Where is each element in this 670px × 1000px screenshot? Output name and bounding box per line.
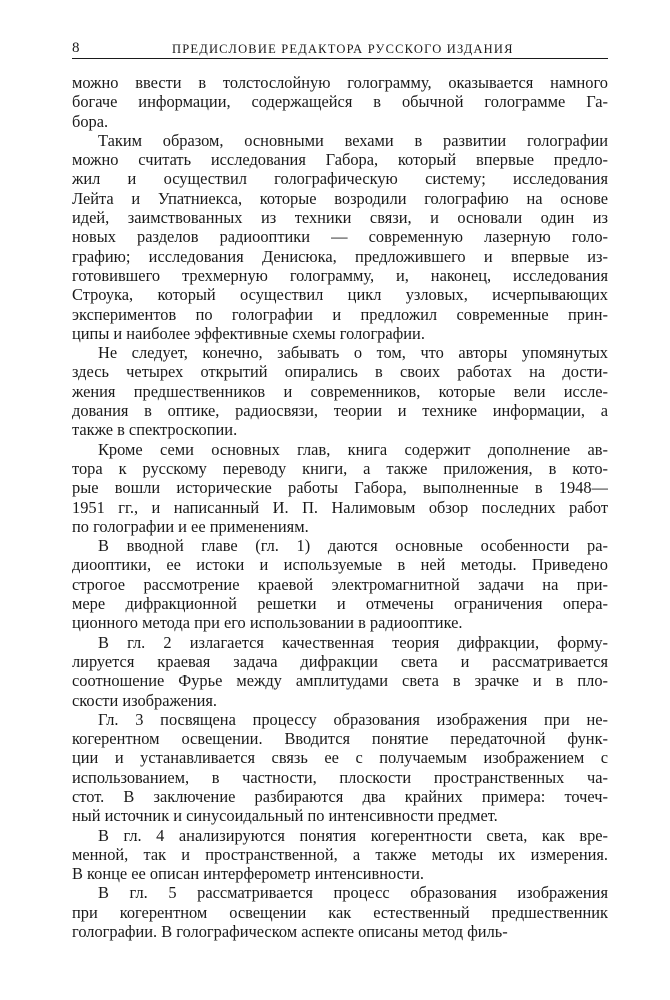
text-line: строгое рассмотрение краевой электромагнитной задачи на при-	[72, 574, 608, 594]
text-line: мере дифракционной решетки и отмечены ограничения опера-	[72, 594, 608, 614]
text-line: Кроме семи основных глав, книга содержит дополнение ав-	[98, 439, 608, 459]
text-line: В гл. 4 анализируются понятия когерентности света, как вре-	[98, 825, 608, 845]
text-line: В гл. 2 излагается качественная теория дифракции, форму-	[98, 632, 608, 652]
text-line: здесь четырех открытий опирались в своих работах на дости-	[72, 362, 608, 382]
text-line: рые вошли исторические работы Габора, выполненные в 1948—	[72, 478, 608, 498]
text-line: голографии. В голографическом аспекте описаны метод филь-	[72, 922, 508, 942]
text-line: менной, так и пространственной, а также методы их измерения.	[72, 844, 608, 864]
text-line: Гл. 3 посвящена процессу образования изображения при не-	[98, 709, 608, 729]
text-line: также в спектроскопии.	[72, 420, 238, 440]
paragraph	[72, 536, 608, 632]
text-line: 1951 гг., и написанный И. П. Налимовым обзор последних работ	[72, 497, 608, 517]
text-line: ции и устанавливается связь ее с получаемым изображением с	[72, 748, 608, 768]
text-line: готовившего трехмерную голограмму, и, наконец, исследования	[72, 265, 608, 285]
paragraph	[72, 710, 608, 826]
body-text	[72, 73, 608, 941]
paragraph	[72, 883, 608, 941]
text-line: соотношение Фурье между амплитудами света в зрачке и в пло-	[72, 671, 608, 691]
text-line: при когерентном освещении как естественный предшественник	[72, 902, 608, 922]
text-line: жил и осуществил голографическую систему; исследования	[72, 169, 608, 189]
text-line: Не следует, конечно, забывать о том, что авторы упомянутых	[98, 343, 608, 363]
text-line: В гл. 5 рассматривается процесс образования изображения	[98, 883, 608, 903]
text-line: использованием, в частности, плоскости пространственных ча-	[72, 767, 608, 787]
paragraph	[72, 131, 608, 343]
text-line: В конце ее описан интерферометр интенсивности.	[72, 864, 424, 884]
text-line: экспериментов по голографии и предложил современные прин-	[72, 304, 608, 324]
text-line: Таким образом, основными вехами в развитии голографии	[98, 130, 608, 150]
text-line: диооптики, ее истоки и используемые в ней методы. Приведено	[72, 555, 608, 575]
text-line: дования в оптике, радиосвязи, теории и технике информации, а	[72, 401, 608, 421]
text-line: идей, заимствованных из техники связи, и основали один из	[72, 208, 608, 228]
text-line: жения предшественников и современников, которые вели иссле-	[72, 381, 608, 401]
text-line: по голографии и ее применениям.	[72, 516, 309, 536]
text-line: скости изображения.	[72, 690, 218, 710]
text-line: тора к русскому переводу книги, а также приложения, в кото-	[72, 458, 608, 478]
text-line: В вводной главе (гл. 1) даются основные особенности ра-	[98, 536, 608, 556]
text-line: лируется краевая задача дифракции света и рассматривается	[72, 651, 608, 671]
text-line: бора.	[72, 111, 109, 131]
paragraph	[72, 73, 608, 131]
text-line: богаче информации, содержащейся в обычной голограмме Га-	[72, 92, 608, 112]
paragraph	[72, 343, 608, 439]
text-line: стот. В заключение разбираются два крайних примера: точеч-	[72, 786, 608, 806]
text-line: ционного метода при его использовании в радиооптике.	[72, 613, 463, 633]
paragraph	[72, 826, 608, 884]
running-title: ПРЕДИСЛОВИЕ РЕДАКТОРА РУССКОГО ИЗДАНИЯ	[172, 42, 514, 56]
paragraph	[72, 440, 608, 536]
text-line: Лейта и Упатниекса, которые возродили голографию на основе	[72, 188, 608, 208]
text-line: ный источник и синусоидальный по интенсивности предмет.	[72, 806, 498, 826]
page-header	[72, 38, 608, 59]
page-number: 8	[72, 40, 80, 56]
paragraph	[72, 633, 608, 710]
text-line: ципы и наиболее эффективные схемы голографии.	[72, 323, 425, 343]
text-line: графию; исследования Денисюка, предложившего и впервые из-	[72, 246, 608, 266]
text-line: когерентном освещении. Вводится понятие передаточной функ-	[72, 729, 608, 749]
text-line: новых разделов радиооптики — современную лазерную голо-	[72, 227, 608, 247]
text-line: можно считать исследования Габора, который впервые предло-	[72, 150, 608, 170]
text-line: Строука, который осуществил цикл узловых, исчерпывающих	[72, 285, 608, 305]
text-line: можно ввести в толстослойную голограмму, оказывается намного	[72, 73, 608, 92]
